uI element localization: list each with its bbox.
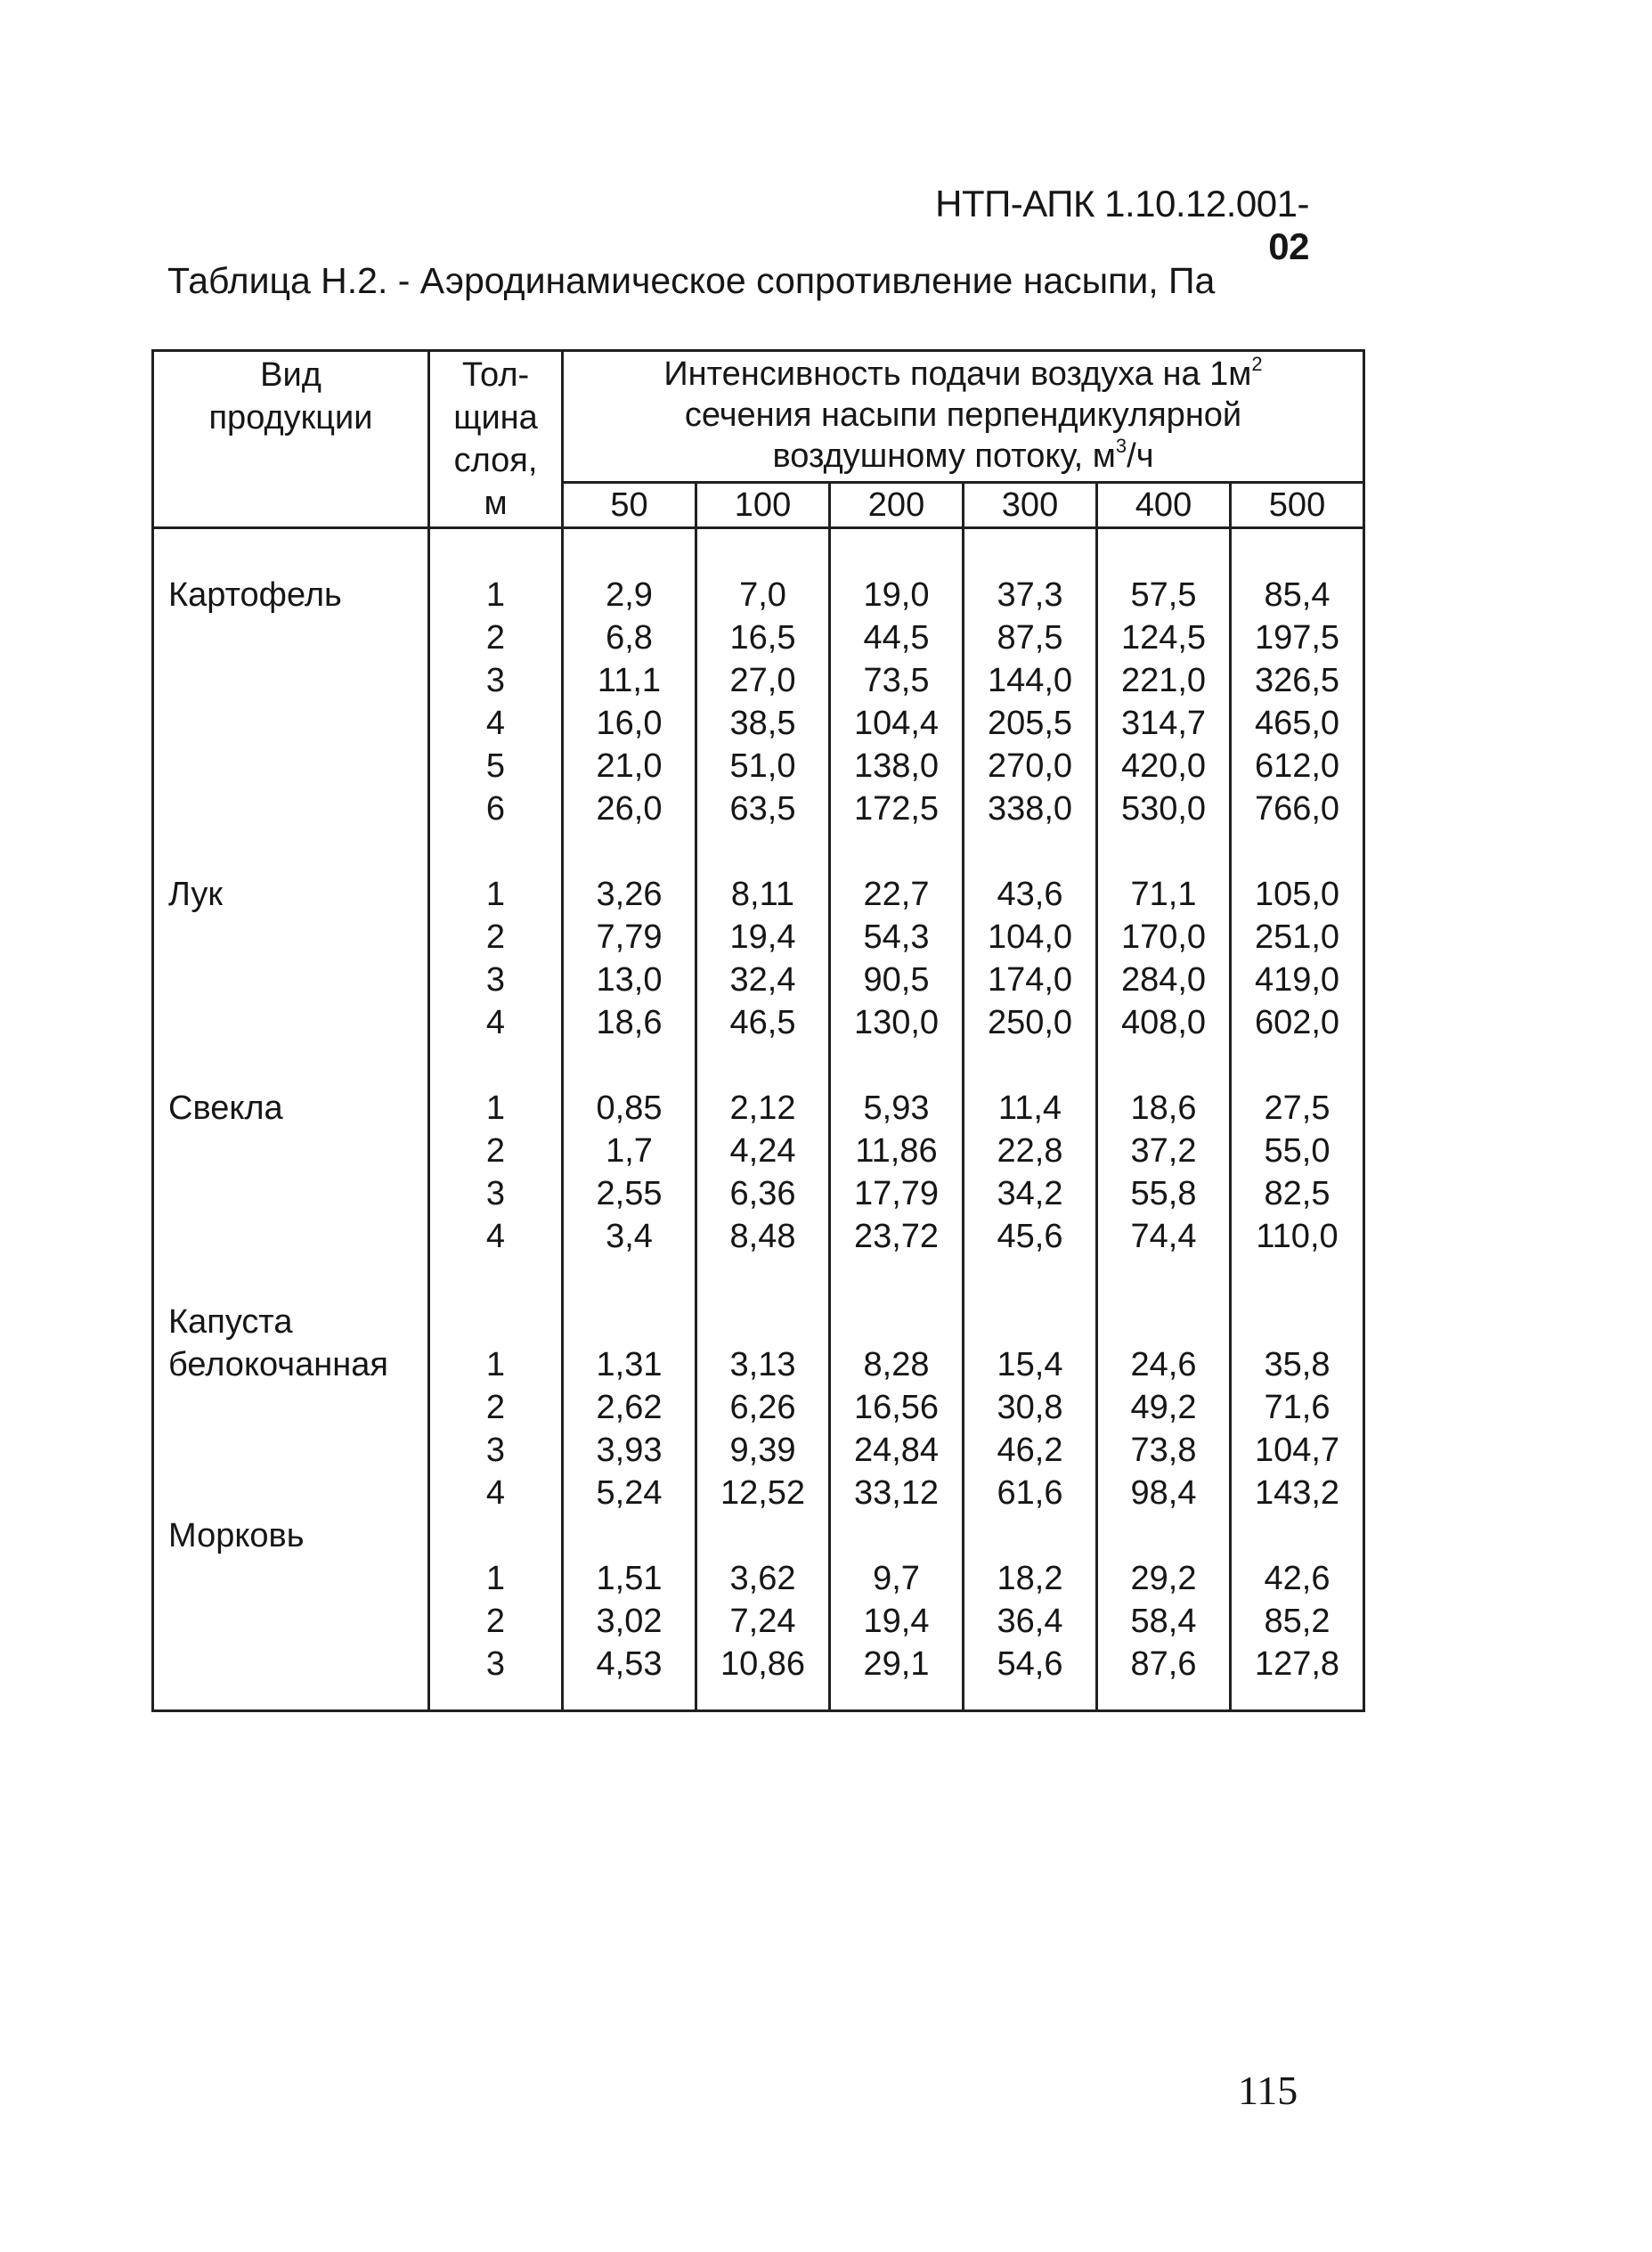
group-gap [964,1258,1095,1301]
document-code [899,183,1309,268]
resistance-cell: 221,0 [1120,661,1207,699]
spacer [168,1557,427,1600]
resistance-cell: 127,8 [1254,1644,1340,1683]
product-name: Морковь [168,1516,305,1554]
resistance-cell: 105,0 [1254,875,1340,913]
resistance-cell: 98,4 [1130,1473,1197,1512]
header-thickness [429,351,563,483]
resistance-cell: 5,24 [596,1473,663,1512]
resistance-cell: 19,4 [863,1602,930,1640]
resistance-cell: 8,28 [863,1345,930,1383]
spacer [430,1301,561,1343]
resistance-cell: 251,0 [1254,918,1340,956]
resistance-cell: 46,2 [997,1431,1063,1469]
group-gap [564,1044,695,1087]
document-code-year: 02 [1268,225,1309,267]
group-gap [168,1044,427,1087]
value-column [1231,527,1364,1711]
group-gap [1232,830,1363,873]
resistance-cell: 32,4 [729,960,796,999]
resistance-cell: 11,86 [855,1131,938,1170]
spacer [168,745,427,787]
header-rate: 400 [1097,482,1231,527]
resistance-cell: 250,0 [987,1003,1073,1041]
resistance-cell: 37,3 [997,575,1063,614]
resistance-cell: 172,5 [853,789,940,828]
header-thickness-unit: м [429,482,563,527]
resistance-cell: 35,8 [1264,1345,1331,1383]
resistance-table [151,349,1365,1712]
group-gap [697,1044,828,1087]
resistance-cell: 1,31 [596,1345,663,1383]
table-caption: Таблица Н.2. - Аэродинамическое сопротивление насыпи, Па [167,260,1216,301]
resistance-cell: 71,6 [1264,1388,1331,1426]
spacer [168,1215,427,1258]
header-rate: 200 [830,482,964,527]
resistance-cell: 55,0 [1264,1131,1331,1170]
resistance-cell: 22,7 [863,875,930,913]
resistance-cell: 10,86 [720,1644,806,1683]
resistance-cell: 34,2 [997,1174,1063,1212]
document-code-main: НТП-АПК 1.10.12.001- [935,183,1309,224]
group-gap [831,1258,962,1301]
resistance-cell: 87,6 [1130,1644,1197,1683]
resistance-cell: 3,26 [596,875,663,913]
resistance-cell: 124,5 [1120,618,1207,657]
group-gap [697,1258,828,1301]
group-gap [1098,830,1229,873]
thickness-cell: 4 [485,704,506,742]
header-rate: 100 [696,482,830,527]
group-gap [1232,1258,1363,1301]
spacer [168,1600,427,1643]
resistance-cell: 110,0 [1256,1217,1339,1255]
resistance-cell: 73,5 [863,661,930,699]
resistance-cell: 73,8 [1130,1431,1197,1469]
resistance-cell: 104,7 [1254,1431,1340,1469]
resistance-cell: 104,0 [987,918,1073,956]
thickness-cell: 4 [485,1003,506,1041]
thickness-cell: 3 [485,960,506,999]
resistance-cell: 44,5 [863,618,930,657]
resistance-cell: 138,0 [853,747,940,785]
resistance-cell: 16,56 [853,1388,940,1426]
spacer [168,787,427,830]
resistance-cell: 21,0 [596,747,663,785]
resistance-cell: 13,0 [596,960,663,999]
spacer [168,959,427,1001]
group-gap [1098,1514,1229,1557]
resistance-cell: 17,79 [853,1174,940,1212]
thickness-cell: 5 [485,747,506,785]
resistance-cell: 36,4 [997,1602,1063,1640]
thickness-cell: 2 [485,1388,506,1426]
header-rate: 300 [964,482,1097,527]
resistance-cell: 87,5 [997,618,1063,657]
product-name: белокочанная [168,1345,388,1383]
resistance-cell: 143,2 [1254,1473,1340,1512]
resistance-cell: 6,26 [729,1388,796,1426]
group-gap [964,1044,1095,1087]
spacer [168,1429,427,1472]
group-gap [430,1044,561,1087]
resistance-cell: 7,24 [729,1602,796,1640]
resistance-cell: 54,6 [997,1644,1063,1683]
resistance-cell: 11,4 [997,1089,1062,1127]
resistance-cell: 27,0 [729,661,796,699]
group-gap [697,1514,828,1557]
thickness-cell: 4 [485,1473,506,1512]
resistance-cell: 57,5 [1130,575,1197,614]
resistance-cell: 30,8 [997,1388,1063,1426]
resistance-cell: 55,8 [1130,1174,1197,1212]
resistance-cell: 11,1 [597,661,662,699]
resistance-cell: 2,62 [596,1388,663,1426]
resistance-cell: 5,93 [863,1089,930,1127]
group-gap [430,830,561,873]
resistance-cell: 1,51 [596,1559,663,1597]
resistance-cell: 85,2 [1264,1602,1331,1640]
header-intensity [563,351,1364,483]
value-column [563,527,696,1711]
resistance-cell: 197,5 [1254,618,1340,657]
resistance-cell: 7,79 [596,918,663,956]
spacer [168,916,427,959]
group-gap [168,1472,427,1514]
resistance-cell: 26,0 [596,789,663,828]
header-thickness-line: Тол- [461,356,530,394]
resistance-cell: 58,4 [1130,1602,1197,1640]
spacer [168,659,427,702]
group-gap [430,1258,561,1301]
resistance-cell: 16,0 [596,704,663,742]
thickness-cell: 2 [485,1131,506,1170]
resistance-cell: 29,1 [863,1644,930,1683]
spacer [1232,1301,1363,1343]
resistance-cell: 270,0 [987,747,1073,785]
thickness-cell: 1 [485,1345,506,1383]
resistance-cell: 90,5 [863,960,930,999]
spacer [831,1301,962,1343]
group-gap [831,1044,962,1087]
group-gap [168,830,427,873]
resistance-cell: 0,85 [596,1089,663,1127]
resistance-cell: 3,4 [606,1217,653,1255]
resistance-cell: 18,2 [997,1559,1063,1597]
resistance-cell: 602,0 [1254,1003,1340,1041]
spacer [168,1130,427,1172]
resistance-cell: 29,2 [1130,1559,1197,1597]
resistance-cell: 19,4 [729,918,796,956]
thickness-cell: 4 [485,1217,506,1255]
resistance-cell: 38,5 [729,704,796,742]
product-name: Картофель [168,575,342,614]
spacer [564,1301,695,1343]
thickness-cell: 3 [485,1431,506,1469]
resistance-cell: 530,0 [1120,789,1207,828]
header-thickness-line: щина [453,399,538,437]
header-rate: 50 [563,482,696,527]
resistance-cell: 71,1 [1130,875,1197,913]
resistance-cell: 3,93 [596,1431,663,1469]
resistance-cell: 2,12 [729,1089,796,1127]
resistance-cell: 2,9 [606,575,653,614]
resistance-cell: 3,13 [729,1345,796,1383]
value-column [830,527,964,1711]
group-gap [1098,1044,1229,1087]
group-gap [168,1258,427,1301]
thickness-cell: 3 [485,1644,506,1683]
thickness-cell: 2 [485,1602,506,1640]
resistance-cell: 3,62 [729,1559,796,1597]
resistance-cell: 3,02 [596,1602,663,1640]
resistance-cell: 205,5 [987,704,1073,742]
spacer [964,1301,1095,1343]
header-thickness-line: слоя, [453,442,538,479]
resistance-cell: 7,0 [739,575,786,614]
thickness-cell: 1 [485,575,506,614]
resistance-cell: 170,0 [1120,918,1207,956]
group-gap [964,1514,1095,1557]
resistance-cell: 18,6 [1130,1089,1197,1127]
spacer [168,616,427,659]
spacer [168,1386,427,1429]
thickness-cell: 2 [485,618,506,657]
thickness-column [429,527,563,1711]
value-column [964,527,1097,1711]
page-number: 115 [1238,2068,1298,2113]
product-column [153,527,429,1711]
thickness-cell: 1 [485,875,506,913]
spacer [697,1301,828,1343]
resistance-cell: 22,8 [997,1131,1063,1170]
spacer [168,1172,427,1215]
group-gap [964,830,1095,873]
header-product [153,351,429,528]
resistance-cell: 54,3 [863,918,930,956]
resistance-cell: 408,0 [1120,1003,1207,1041]
resistance-cell: 419,0 [1254,960,1340,999]
product-name: Лук [168,875,223,913]
resistance-cell: 16,5 [729,618,796,657]
group-gap [430,1514,561,1557]
resistance-cell: 49,2 [1130,1388,1197,1426]
group-gap [1232,1514,1363,1557]
resistance-table-container [151,349,1363,1712]
value-column [1097,527,1231,1711]
resistance-cell: 104,4 [853,704,940,742]
thickness-cell: 3 [485,1174,506,1212]
resistance-cell: 9,7 [873,1559,920,1597]
resistance-cell: 338,0 [987,789,1073,828]
product-name: Свекла [168,1089,283,1127]
thickness-cell: 1 [485,1089,506,1127]
resistance-cell: 61,6 [997,1473,1063,1512]
group-gap [831,830,962,873]
group-gap [831,1514,962,1557]
resistance-cell: 18,6 [596,1003,663,1041]
resistance-cell: 2,55 [596,1174,663,1212]
thickness-cell: 3 [485,661,506,699]
resistance-cell: 46,5 [729,1003,796,1041]
resistance-cell: 51,0 [729,747,796,785]
thickness-cell: 1 [485,1559,506,1597]
resistance-cell: 1,7 [606,1131,653,1170]
group-gap [564,1258,695,1301]
product-name: Капуста [168,1302,293,1341]
spacer [168,1001,427,1044]
resistance-cell: 465,0 [1254,704,1340,742]
resistance-cell: 23,72 [853,1217,940,1255]
resistance-cell: 130,0 [853,1003,940,1041]
resistance-cell: 43,6 [997,875,1063,913]
resistance-cell: 82,5 [1264,1174,1331,1212]
header-product-line: продукции [208,399,373,437]
spacer [168,702,427,745]
resistance-cell: 284,0 [1120,960,1207,999]
table-body-row [153,527,1364,1711]
resistance-cell: 8,11 [730,875,795,913]
header-product-line: Вид [260,356,321,394]
resistance-cell: 9,39 [729,1431,796,1469]
resistance-cell: 174,0 [987,960,1073,999]
header-intensity-line: сечения насыпи перпендикулярной [684,396,1242,434]
resistance-cell: 45,6 [997,1217,1063,1255]
header-rate: 500 [1231,482,1364,527]
resistance-cell: 33,12 [853,1473,940,1512]
value-column [696,527,830,1711]
group-gap [564,1514,695,1557]
resistance-cell: 27,5 [1264,1089,1331,1127]
resistance-cell: 42,6 [1264,1559,1331,1597]
resistance-cell: 74,4 [1130,1217,1197,1255]
resistance-cell: 85,4 [1264,575,1331,614]
resistance-cell: 8,48 [729,1217,796,1255]
group-gap [1232,1044,1363,1087]
header-intensity-line: Интенсивность подачи воздуха на $1м^2$ [663,353,1263,393]
resistance-cell: 4,24 [729,1131,796,1170]
thickness-cell: 6 [485,789,506,828]
resistance-cell: 612,0 [1254,747,1340,785]
resistance-cell: 4,53 [596,1644,663,1683]
resistance-cell: 326,5 [1254,661,1340,699]
spacer [1098,1301,1229,1343]
thickness-cell: 2 [485,918,506,956]
group-gap [564,830,695,873]
resistance-cell: 37,2 [1130,1131,1197,1170]
resistance-cell: 6,8 [606,618,653,657]
group-gap [697,830,828,873]
resistance-cell: 144,0 [987,661,1073,699]
group-gap [1098,1258,1229,1301]
resistance-cell: 24,6 [1130,1345,1197,1383]
resistance-cell: 766,0 [1254,789,1340,828]
resistance-cell: 24,84 [853,1431,940,1469]
resistance-cell: 63,5 [729,789,796,828]
resistance-cell: 6,36 [729,1174,796,1212]
header-intensity-line: воздушному потоку, $м^3/ч$ [772,435,1154,475]
resistance-cell: 314,7 [1120,704,1207,742]
resistance-cell: 420,0 [1120,747,1207,785]
resistance-cell: 12,52 [720,1473,806,1512]
resistance-cell: 15,4 [997,1345,1063,1383]
resistance-cell: 19,0 [863,575,930,614]
